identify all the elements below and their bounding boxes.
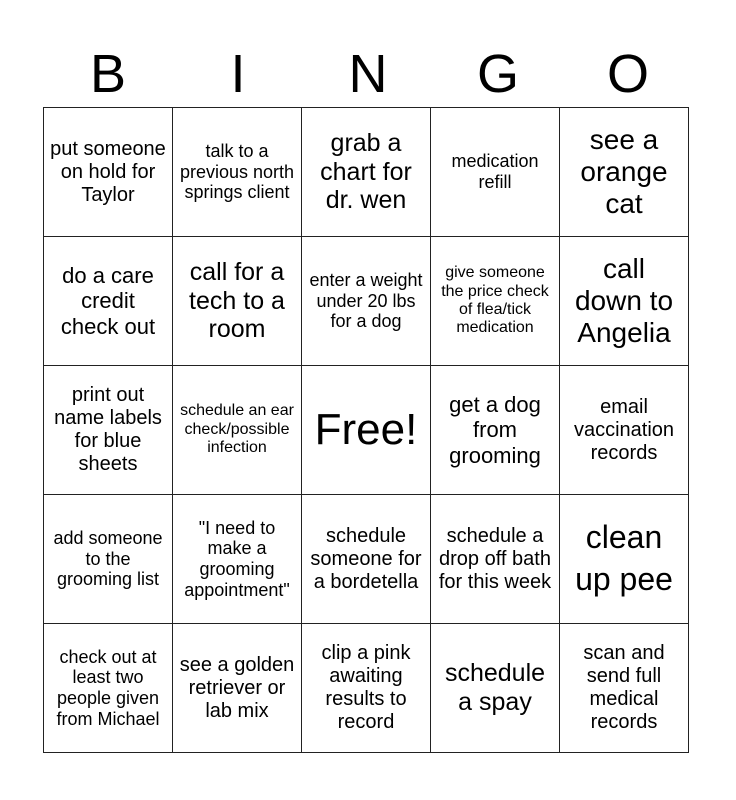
bingo-cell[interactable]: schedule a spay (431, 624, 560, 753)
bingo-cell[interactable]: schedule an ear check/possible infection (173, 366, 302, 495)
grid-row (44, 108, 689, 237)
bingo-cell[interactable]: email vaccination records (560, 366, 689, 495)
bingo-cell[interactable]: enter a weight under 20 lbs for a dog (302, 237, 431, 366)
grid-row (44, 495, 689, 624)
bingo-cell[interactable]: get a dog from grooming (431, 366, 560, 495)
bingo-cell[interactable]: add someone to the grooming list (44, 495, 173, 624)
bingo-cell[interactable]: clean up pee (560, 495, 689, 624)
header-letter-i: I (230, 44, 246, 104)
bingo-cell[interactable]: give someone the price check of flea/tick medication (431, 237, 560, 366)
header-letter-b: B (89, 44, 127, 104)
bingo-cell[interactable]: talk to a previous north springs client (173, 108, 302, 237)
bingo-cell[interactable]: schedule someone for a bordetella (302, 495, 431, 624)
bingo-cell[interactable]: clip a pink awaiting results to record (302, 624, 431, 753)
bingo-cell[interactable]: do a care credit check out (44, 237, 173, 366)
bingo-cell[interactable]: put someone on hold for Taylor (44, 108, 173, 237)
grid-row (44, 624, 689, 753)
bingo-cell[interactable]: scan and send full medical records (560, 624, 689, 753)
bingo-cell[interactable]: print out name labels for blue sheets (44, 366, 173, 495)
grid-row (44, 366, 689, 495)
free-cell[interactable]: Free! (302, 366, 431, 495)
bingo-cell[interactable]: medication refill (431, 108, 560, 237)
bingo-cell[interactable]: schedule a drop off bath for this week (431, 495, 560, 624)
bingo-cell[interactable]: call for a tech to a room (173, 237, 302, 366)
bingo-cell[interactable]: "I need to make a grooming appointment" (173, 495, 302, 624)
header-letter-g: G (476, 44, 519, 104)
bingo-cell[interactable]: call down to Angelia (560, 237, 689, 366)
header-letter-o: O (606, 44, 649, 104)
bingo-cell[interactable]: see a orange cat (560, 108, 689, 237)
header-letter-n: N (348, 44, 388, 104)
bingo-cell[interactable]: grab a chart for dr. wen (302, 108, 431, 237)
bingo-grid (43, 107, 689, 753)
grid-row (44, 237, 689, 366)
bingo-cell[interactable]: check out at least two people given from Michael (44, 624, 173, 753)
bingo-header (43, 40, 693, 108)
bingo-cell[interactable]: see a golden retriever or lab mix (173, 624, 302, 753)
